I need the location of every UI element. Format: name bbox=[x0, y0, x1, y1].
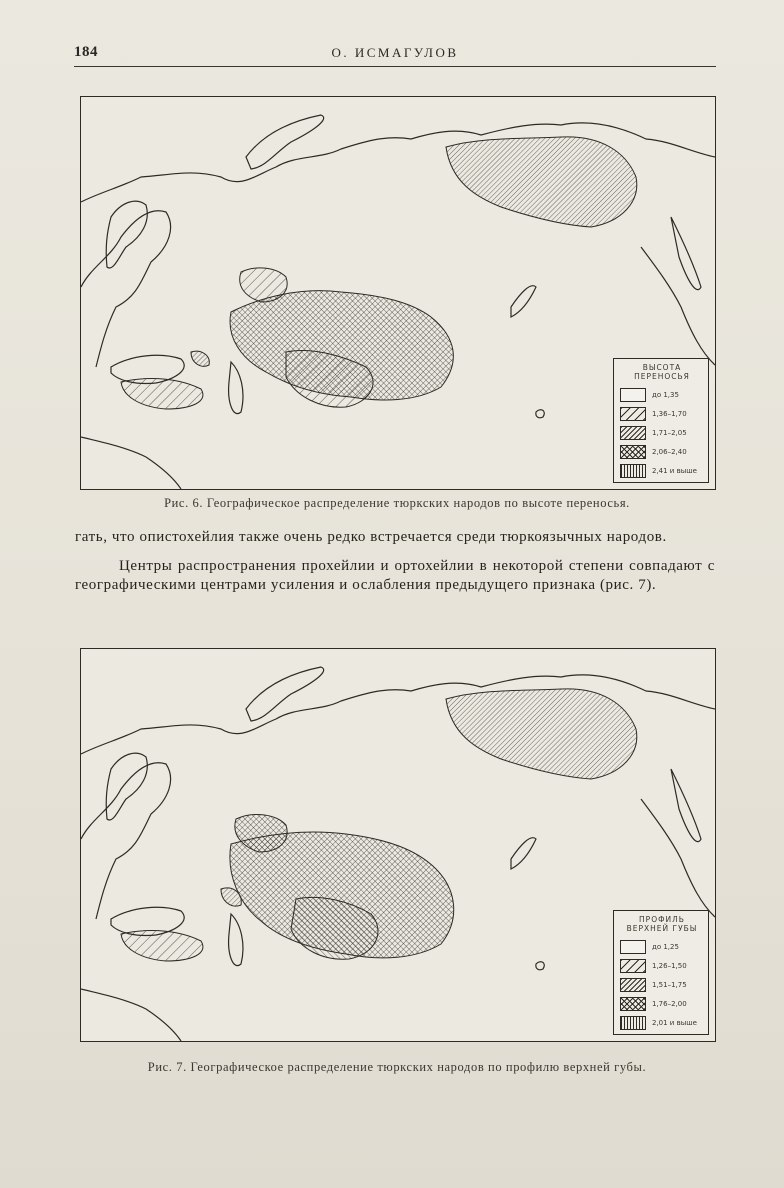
east-coast bbox=[641, 247, 715, 365]
legend-swatch bbox=[620, 464, 646, 478]
legend-label: 1,36–1,70 bbox=[652, 409, 687, 418]
legend-swatch bbox=[620, 997, 646, 1011]
legend-swatch bbox=[620, 959, 646, 973]
legend-item bbox=[620, 975, 704, 994]
legend-swatch bbox=[620, 978, 646, 992]
legend-title-line-2: ВЕРХНЕЙ ГУБЫ bbox=[626, 924, 698, 933]
paragraph-2: Центры распространения прохейлии и ортохейлии в некоторой степени совпадают с географическими центрами усиления и ослабления предыдущего признака (рис. 7). bbox=[75, 558, 715, 593]
legend-item bbox=[620, 442, 704, 461]
legend-item bbox=[620, 1013, 704, 1032]
scandinavia bbox=[106, 753, 147, 820]
legend-title-line-1: ПРОФИЛЬ bbox=[639, 915, 685, 924]
body-text bbox=[75, 528, 715, 595]
running-head bbox=[74, 42, 716, 67]
legend-label: 1,26–1,50 bbox=[652, 961, 687, 970]
page-number: 184 bbox=[74, 44, 98, 60]
region-turkey bbox=[121, 930, 203, 961]
southern-coast bbox=[81, 989, 181, 1041]
region-siberia-east bbox=[446, 689, 637, 779]
legend-label: 1,76–2,00 bbox=[652, 999, 687, 1008]
legend-swatch bbox=[620, 445, 646, 459]
region-caucasus bbox=[191, 351, 209, 366]
paragraph-1: гать, что опистохейлия также очень редко встречается среди тюркоязычных народов. bbox=[75, 529, 667, 545]
legend-swatch bbox=[620, 940, 646, 954]
east-coast bbox=[641, 799, 715, 917]
legend-item bbox=[620, 461, 704, 480]
legend-label: 2,41 и выше bbox=[652, 466, 697, 475]
legend-title bbox=[620, 363, 704, 381]
kamchatka bbox=[671, 769, 701, 842]
legend-title-line-2: ПЕРЕНОСЬЯ bbox=[634, 372, 690, 381]
legend-label: до 1,35 bbox=[652, 390, 679, 399]
caspian bbox=[229, 362, 243, 414]
island-japan bbox=[511, 286, 536, 317]
region-volga bbox=[240, 268, 287, 302]
island-japan bbox=[511, 838, 536, 869]
legend-item bbox=[620, 404, 704, 423]
island-novaya-zemlya bbox=[246, 115, 324, 169]
figure-6-caption: Рис. 6. Географическое распределение тюркских народов по высоте переносья. bbox=[164, 496, 630, 510]
lake bbox=[536, 962, 544, 970]
coastline-europe bbox=[81, 211, 171, 367]
kamchatka bbox=[671, 217, 701, 290]
figure-7-legend bbox=[613, 910, 709, 1035]
legend-item bbox=[620, 385, 704, 404]
figure-7-map bbox=[80, 648, 716, 1042]
legend-swatch bbox=[620, 388, 646, 402]
running-title: О. ИСМАГУЛОВ bbox=[331, 45, 459, 60]
legend-item bbox=[620, 423, 704, 442]
figure-7-caption: Рис. 7. Географическое распределение тюркских народов по профилю верхней губы. bbox=[147, 1060, 647, 1074]
legend-title bbox=[620, 915, 704, 933]
legend-swatch bbox=[620, 426, 646, 440]
coastline-europe bbox=[81, 763, 171, 919]
figure-6-legend bbox=[613, 358, 709, 483]
scandinavia bbox=[106, 201, 147, 268]
region-turkey bbox=[121, 378, 203, 409]
region-siberia-east bbox=[446, 137, 637, 227]
southern-coast bbox=[81, 437, 181, 489]
caspian bbox=[229, 914, 243, 966]
lake bbox=[536, 410, 544, 418]
legend-title-line-1: ВЫСОТА bbox=[642, 363, 682, 372]
island-novaya-zemlya bbox=[246, 667, 324, 721]
legend-label: до 1,25 bbox=[652, 942, 679, 951]
legend-label: 1,51–1,75 bbox=[652, 980, 687, 989]
legend-swatch bbox=[620, 1016, 646, 1030]
legend-item bbox=[620, 994, 704, 1013]
legend-label: 1,71–2,05 bbox=[652, 428, 687, 437]
legend-label: 2,06–2,40 bbox=[652, 447, 687, 456]
figure-6-map bbox=[80, 96, 716, 490]
legend-swatch bbox=[620, 407, 646, 421]
legend-label: 2,01 и выше bbox=[652, 1018, 697, 1027]
legend-item bbox=[620, 937, 704, 956]
legend-item bbox=[620, 956, 704, 975]
